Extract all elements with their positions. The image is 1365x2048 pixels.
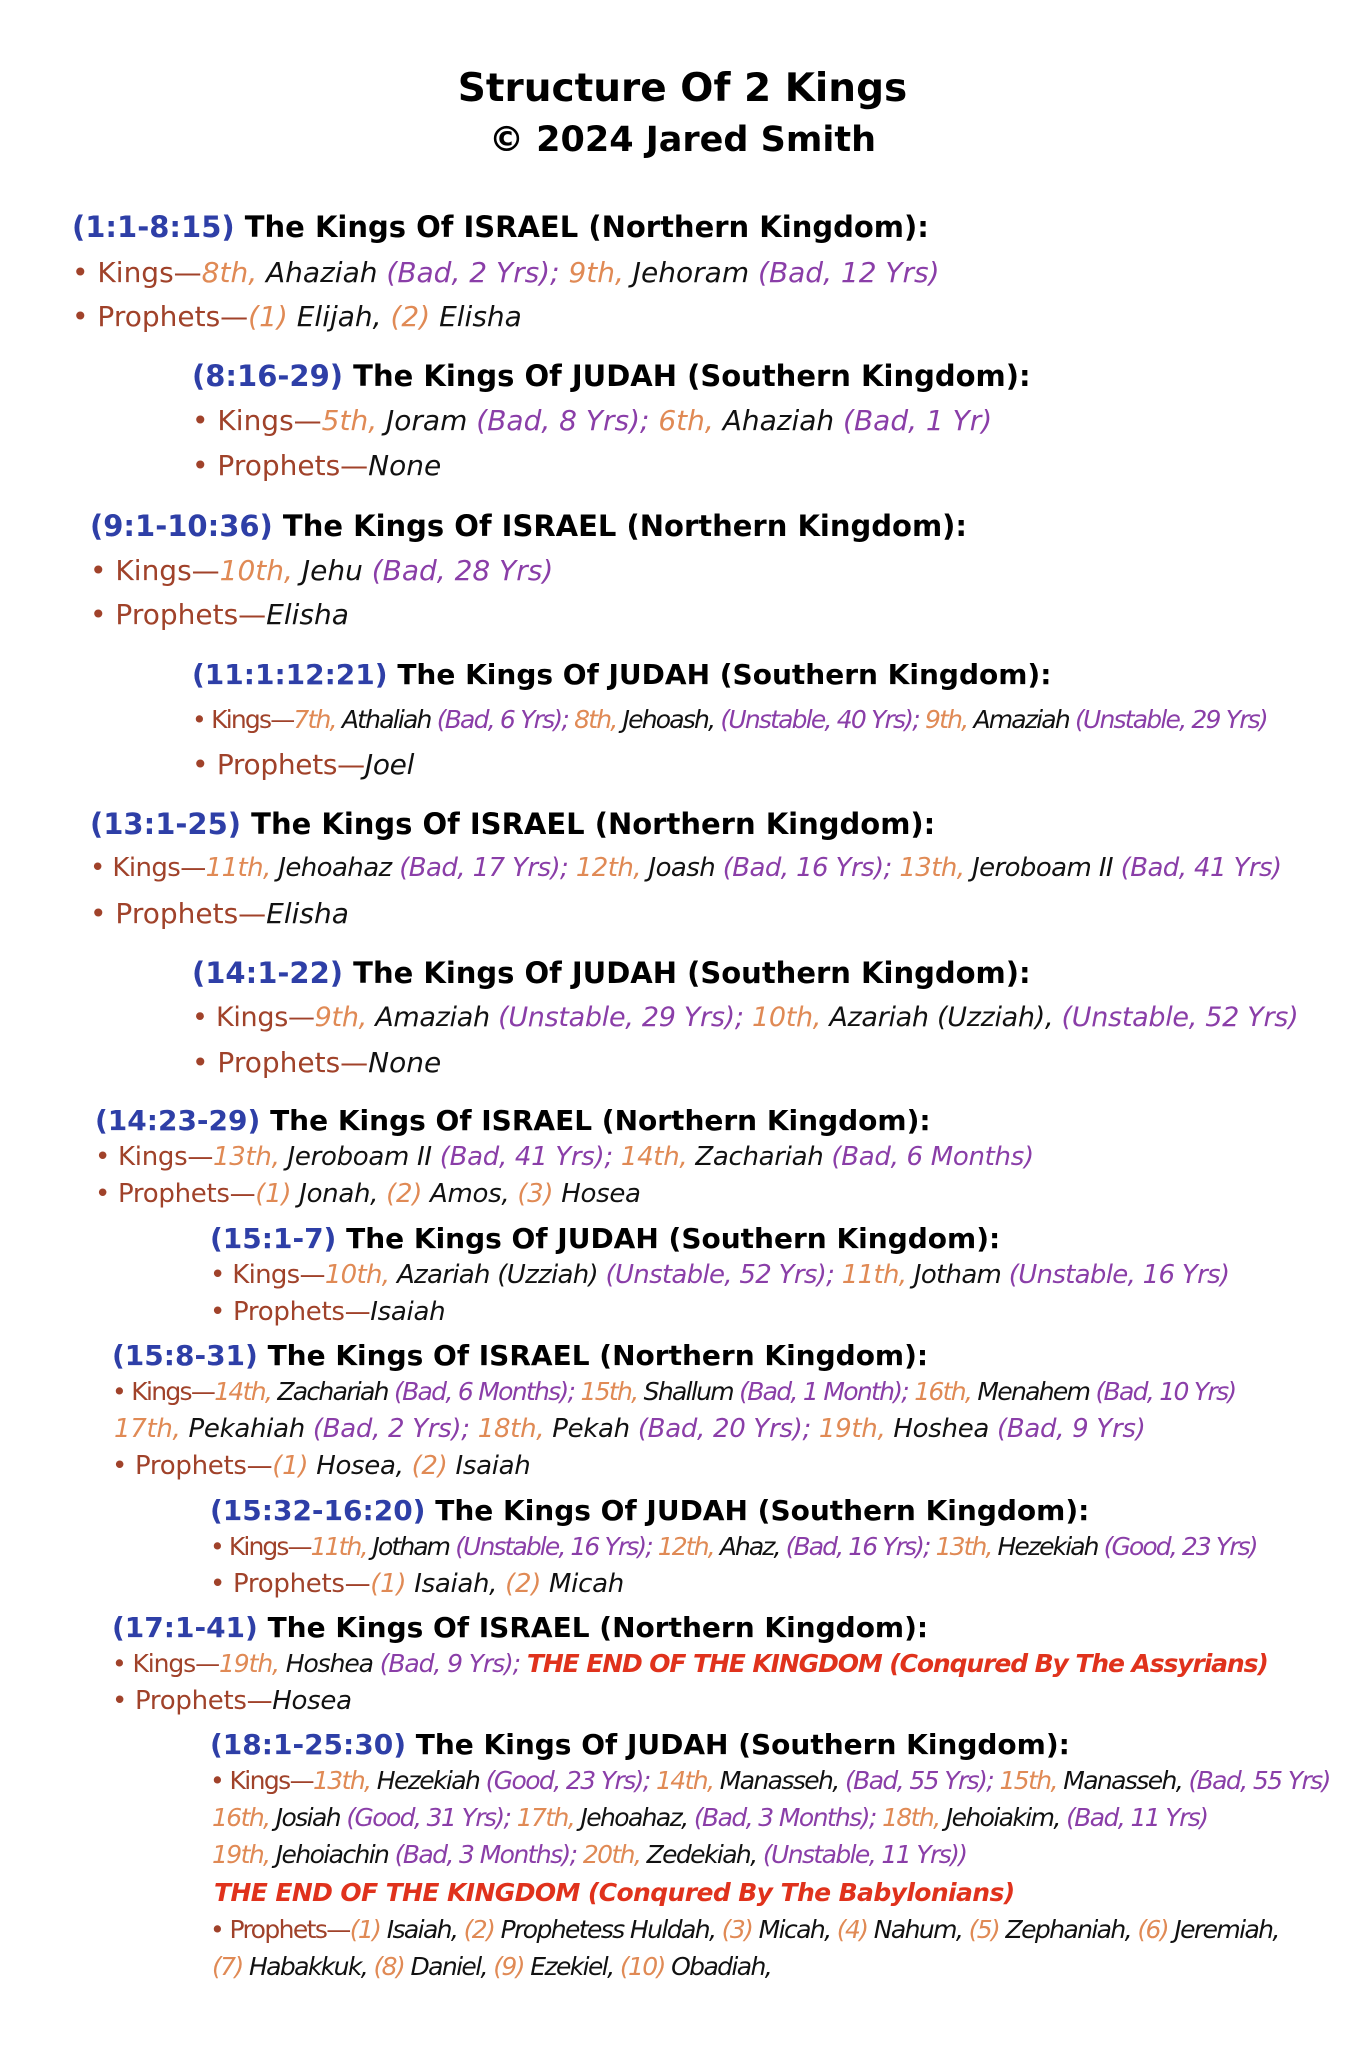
prophet-number: (5) [968, 1915, 1000, 1944]
bullet: • [90, 897, 107, 930]
heading-text: The Kings Of ISRAEL (Northern Kingdom): [251, 807, 936, 841]
prophets-label: Prophets— [135, 1451, 273, 1481]
chapter-ref: (17:1-41) [112, 1611, 258, 1644]
section-heading [210, 1222, 1001, 1255]
bullet: • [90, 554, 107, 587]
kings-label: Kings— [131, 1377, 215, 1406]
king-name: Jehoash, [622, 705, 715, 734]
king-name: Zedekiah, [646, 1840, 757, 1869]
king-name: Jehu [301, 554, 363, 587]
bullet: • [210, 1766, 224, 1795]
prophet-number: (3) [517, 1179, 554, 1209]
bullet: • [95, 1179, 111, 1209]
bullet: • [112, 1451, 128, 1481]
king-name: Azariah (Uzziah) [396, 1260, 598, 1290]
king-name: Athaliah [341, 705, 431, 734]
king-reign: (Good, 23 Yrs); [485, 1766, 650, 1795]
king-ordinal: 10th, [324, 1260, 390, 1290]
prophet-name: None [368, 1046, 442, 1079]
prophet-number: (8) [373, 1952, 405, 1981]
kings-label: Kings— [97, 256, 202, 289]
section-heading [192, 359, 1031, 393]
kings-line [72, 256, 940, 289]
bullet: • [210, 1532, 223, 1561]
king-reign: (Bad, 41 Yrs); [439, 1142, 613, 1172]
king-name: Pekah [552, 1414, 630, 1444]
prophet-name: Amos, [430, 1179, 510, 1209]
king-reign: (Unstable, 29 Yrs) [1075, 705, 1267, 734]
prophet-name: Jeremiah, [1174, 1915, 1279, 1944]
kings-label: Kings— [112, 853, 206, 883]
section-heading [112, 1611, 929, 1644]
king-reign: (Unstable, 29 Yrs); [498, 1002, 744, 1033]
prophet-number: (1) [255, 1179, 292, 1209]
kings-label: Kings— [118, 1142, 214, 1172]
prophets-label: Prophets— [115, 598, 267, 631]
king-reign: (Bad, 6 Yrs); [436, 705, 568, 734]
prophet-number: (6) [1137, 1915, 1168, 1944]
prophets-line [192, 449, 442, 482]
king-ordinal: 15th, [580, 1377, 638, 1406]
king-name: Manasseh, [719, 1766, 839, 1795]
chapter-ref: (14:23-29) [95, 1104, 261, 1137]
kings-label: Kings— [115, 554, 220, 587]
section-israel-4 [95, 1104, 1034, 1209]
king-name: Hoshea [285, 1649, 373, 1678]
king-reign: (Bad, 1 Month); [739, 1377, 909, 1406]
heading-text: The Kings Of JUDAH (Southern Kingdom): [353, 359, 1031, 393]
prophet-name: Micah [549, 1569, 624, 1599]
bullet: • [72, 256, 89, 289]
king-reign: (Bad, 2 Yrs); [386, 256, 560, 289]
king-reign: (Good, 23 Yrs) [1103, 1532, 1257, 1561]
kings-line-continued [212, 1805, 1207, 1830]
copyright-line: © 2024 Jared Smith [489, 120, 876, 160]
prophets-line [192, 748, 415, 781]
bullet: • [90, 853, 105, 883]
king-reign: (Unstable, 52 Yrs); [605, 1260, 835, 1290]
chapter-ref: (13:1-25) [90, 807, 242, 841]
prophets-label: Prophets— [216, 748, 365, 781]
prophet-number: (1) [272, 1451, 309, 1481]
king-ordinal: 12th, [657, 1532, 714, 1561]
prophets-label: Prophets— [233, 1297, 371, 1327]
kings-line-continued-2 [212, 1842, 966, 1867]
prophets-label: Prophets— [233, 1569, 371, 1599]
king-reign: (Bad, 8 Yrs); [476, 404, 650, 437]
king-name: Hoshea [893, 1414, 990, 1444]
prophets-line [112, 1688, 352, 1714]
prophet-name: Daniel, [410, 1952, 487, 1981]
section-israel-1 [72, 210, 940, 333]
king-ordinal: 13th, [313, 1766, 371, 1795]
king-reign: (Bad, 16 Yrs); [722, 853, 892, 883]
prophet-name: Prophetess Huldah, [500, 1915, 716, 1944]
king-name: Hezekiah [376, 1766, 480, 1795]
heading-text: The Kings Of ISRAEL (Northern Kingdom): [270, 1104, 931, 1137]
prophets-line [112, 1453, 530, 1479]
king-name: Pekahiah [188, 1414, 305, 1444]
king-name: Zachariah [277, 1377, 388, 1406]
kingdom-end-note: THE END OF THE KINGDOM (Conqured By The Babylonians) [214, 1878, 1015, 1907]
king-name: Jehoiachin [275, 1840, 389, 1869]
prophet-number: (2) [505, 1569, 542, 1599]
bullet: • [192, 748, 209, 781]
prophets-line [95, 1181, 641, 1207]
chapter-ref: (11:1:12:21) [192, 658, 388, 691]
king-ordinal: 14th, [655, 1766, 714, 1795]
bullet: • [112, 1377, 126, 1406]
prophet-number: (1) [349, 1915, 381, 1944]
king-reign: (Unstable, 40 Yrs); [720, 705, 919, 734]
king-reign: (Bad, 20 Yrs); [637, 1414, 811, 1444]
king-ordinal: 10th, [219, 554, 293, 587]
prophet-name: Obadiah, [671, 1952, 772, 1981]
prophets-line [210, 1299, 445, 1325]
king-reign: (Bad, 9 Yrs) [997, 1414, 1146, 1444]
king-ordinal: 16th, [914, 1377, 972, 1406]
king-ordinal: 13th, [213, 1142, 280, 1172]
chapter-ref: (9:1-10:36) [90, 509, 273, 543]
king-name: Jehoahaz, [580, 1803, 688, 1832]
chapter-ref: (15:1-7) [210, 1222, 337, 1255]
prophet-name: Elijah, [296, 300, 382, 333]
king-ordinal: 17th, [114, 1414, 181, 1444]
page-title: Structure Of 2 Kings [457, 66, 908, 111]
kings-line [210, 1768, 1330, 1793]
king-reign: (Bad, 2 Yrs); [312, 1414, 470, 1444]
king-ordinal: 8th, [201, 256, 258, 289]
section-judah-2 [192, 658, 1267, 781]
bullet: • [210, 1297, 226, 1327]
bullet: • [210, 1569, 226, 1599]
king-ordinal: 9th, [924, 705, 968, 734]
king-ordinal: 14th, [620, 1142, 688, 1172]
king-reign: (Bad, 6 Months); [394, 1377, 575, 1406]
chapter-ref: (14:1-22) [192, 956, 344, 990]
king-ordinal: 9th, [314, 1002, 367, 1033]
prophets-label: Prophets— [135, 1686, 273, 1716]
king-name: Jotham [372, 1532, 450, 1561]
king-ordinal: 14th, [214, 1377, 272, 1406]
prophet-number: (1) [370, 1569, 407, 1599]
section-heading [210, 1728, 1070, 1761]
prophet-number: (7) [212, 1952, 243, 1981]
section-israel-5 [112, 1339, 1236, 1481]
bullet: • [192, 404, 209, 437]
kingdom-end-note: THE END OF THE KINGDOM (Conqured By The Assyrians) [526, 1649, 1268, 1678]
kings-label: Kings— [217, 404, 322, 437]
king-reign: (Bad, 3 Months); [394, 1840, 577, 1869]
bullet: • [210, 1260, 225, 1290]
prophets-line-continued [212, 1954, 771, 1979]
kingdom-end-line [214, 1880, 1015, 1905]
king-name: Jehoram [632, 256, 750, 289]
prophet-name: Hosea [272, 1686, 352, 1716]
prophet-number: (3) [721, 1915, 753, 1944]
kings-line [192, 707, 1267, 732]
heading-text: The Kings Of JUDAH (Southern Kingdom): [415, 1728, 1070, 1761]
heading-text: The Kings Of ISRAEL (Northern Kingdom): [244, 210, 929, 244]
heading-text: The Kings Of JUDAH (Southern Kingdom): [346, 1222, 1001, 1255]
section-judah-4 [210, 1222, 1230, 1327]
prophets-line [90, 598, 349, 631]
king-ordinal: 13th, [899, 853, 965, 883]
king-name: Jeroboam II [287, 1142, 432, 1172]
king-name: Ahaziah [722, 404, 835, 437]
king-name: Ahaz, [719, 1532, 780, 1561]
heading-text: The Kings Of ISRAEL (Northern Kingdom): [267, 1611, 929, 1644]
king-reign: (Bad, 12 Yrs) [758, 256, 940, 289]
prophet-number: (9) [493, 1952, 524, 1981]
king-name: Jehoahaz [278, 853, 392, 883]
prophet-name: None [368, 449, 442, 482]
prophet-name: Habakkuk, [248, 1952, 368, 1981]
king-ordinal: 6th, [658, 404, 714, 437]
section-heading [90, 807, 936, 841]
king-reign: (Bad, 28 Yrs) [371, 554, 554, 587]
heading-text: The Kings Of JUDAH (Southern Kingdom): [397, 658, 1052, 691]
prophet-number: (4) [836, 1915, 868, 1944]
section-judah-3 [192, 956, 1299, 1079]
king-name: Zachariah [695, 1142, 824, 1172]
heading-text: The Kings Of JUDAH (Southern Kingdom): [353, 956, 1031, 990]
kings-line [210, 1534, 1257, 1559]
king-name: Joash [648, 853, 716, 883]
king-reign: (Bad, 6 Months) [831, 1142, 1034, 1172]
kings-line [192, 1004, 1298, 1031]
bullet: • [72, 300, 89, 333]
king-reign: (Unstable, 16 Yrs) [1008, 1260, 1230, 1290]
kings-line [210, 1262, 1229, 1288]
bullet: • [95, 1142, 111, 1172]
prophet-number: (2) [386, 1179, 423, 1209]
king-ordinal: 7th, [293, 705, 336, 734]
chapter-ref: (18:1-25:30) [210, 1728, 406, 1761]
bullet: • [210, 1915, 224, 1944]
prophet-name: Hosea, [316, 1451, 404, 1481]
section-heading [72, 210, 929, 244]
king-ordinal: 15th, [999, 1766, 1057, 1795]
prophets-label: Prophets— [115, 897, 267, 930]
king-name: Amaziah [973, 705, 1069, 734]
kings-line [90, 855, 1281, 881]
kings-line-continued [114, 1416, 1145, 1442]
king-name: Ahaziah [266, 256, 378, 289]
bullet: • [90, 598, 107, 631]
king-reign: (Bad, 17 Yrs); [399, 853, 569, 883]
prophet-name: Elisha [439, 300, 522, 333]
king-ordinal: 10th, [751, 1002, 822, 1033]
prophets-label: Prophets— [229, 1915, 350, 1944]
prophet-number: (2) [390, 300, 431, 333]
king-reign: (Unstable, 16 Yrs); [455, 1532, 652, 1561]
king-name: Manasseh, [1063, 1766, 1183, 1795]
king-reign: (Good, 31 Yrs); [346, 1803, 511, 1832]
prophets-line [192, 1046, 442, 1079]
kings-line [112, 1651, 1268, 1676]
king-name: Joram [386, 404, 468, 437]
bullet: • [112, 1649, 126, 1678]
prophets-label: Prophets— [217, 449, 369, 482]
kings-line [95, 1144, 1034, 1170]
king-name: Jehoiakim, [945, 1803, 1060, 1832]
king-ordinal: 18th, [477, 1414, 545, 1444]
section-heading [95, 1104, 931, 1137]
kings-label: Kings— [132, 1649, 219, 1678]
king-name: Hezekiah [997, 1532, 1098, 1561]
prophets-line [210, 1917, 1279, 1942]
king-name: Jeroboam II [972, 853, 1113, 883]
prophet-name: Micah, [758, 1915, 831, 1944]
prophet-name: Elisha [266, 897, 349, 930]
section-heading [192, 956, 1031, 990]
chapter-ref: (1:1-8:15) [72, 210, 235, 244]
bullet: • [192, 1046, 209, 1079]
section-israel-2 [90, 509, 968, 631]
heading-text: The Kings Of ISRAEL (Northern Kingdom): [267, 1339, 929, 1372]
prophet-name: Nahum, [873, 1915, 963, 1944]
bullet: • [192, 449, 209, 482]
king-reign: (Bad, 11 Yrs) [1066, 1803, 1208, 1832]
king-ordinal: 19th, [212, 1840, 270, 1869]
king-name: Jotham [913, 1260, 1002, 1290]
kings-line [192, 404, 993, 437]
king-ordinal: 8th, [574, 705, 617, 734]
king-ordinal: 5th, [321, 404, 378, 437]
prophet-number: (1) [248, 300, 288, 333]
prophets-label: Prophets— [97, 300, 249, 333]
prophet-number: (2) [463, 1915, 495, 1944]
chapter-ref: (15:8-31) [112, 1339, 258, 1372]
prophet-name: Isaiah [455, 1451, 531, 1481]
kings-label: Kings— [211, 705, 294, 734]
prophet-name: Zephaniah, [1005, 1915, 1131, 1944]
king-ordinal: 16th, [212, 1803, 270, 1832]
king-reign: (Bad, 1 Yr) [843, 404, 993, 437]
prophet-name: Elisha [266, 598, 349, 631]
heading-text: The Kings Of ISRAEL (Northern Kingdom): [282, 509, 968, 543]
kings-label: Kings— [229, 1766, 313, 1795]
section-judah-5 [210, 1494, 1257, 1599]
king-reign: (Bad, 3 Months); [693, 1803, 876, 1832]
prophets-line [210, 1571, 624, 1597]
chapter-ref: (8:16-29) [192, 359, 344, 393]
king-reign: (Bad, 9 Yrs); [379, 1649, 520, 1678]
kings-label: Kings— [215, 1002, 315, 1033]
king-ordinal: 20th, [582, 1840, 641, 1869]
king-name: Josiah [275, 1803, 340, 1832]
section-israel-3 [90, 807, 1282, 930]
kings-line [90, 554, 554, 587]
section-judah-6 [210, 1728, 1330, 1981]
king-reign: (Bad, 55 Yrs) [1188, 1766, 1330, 1795]
king-reign: (Bad, 55 Yrs); [844, 1766, 994, 1795]
king-ordinal: 11th, [841, 1260, 907, 1290]
prophet-name: Hosea [561, 1179, 641, 1209]
king-ordinal: 12th, [575, 853, 641, 883]
king-ordinal: 18th, [882, 1803, 940, 1832]
king-reign: (Unstable, 11 Yrs)) [762, 1840, 967, 1869]
king-name: Amaziah [375, 1002, 490, 1033]
kings-label: Kings— [232, 1260, 325, 1290]
chapter-ref: (15:32-16:20) [210, 1494, 426, 1527]
kings-line [112, 1379, 1235, 1404]
kings-label: Kings— [228, 1532, 311, 1561]
prophets-line [90, 897, 349, 930]
prophet-number: (2) [411, 1451, 448, 1481]
king-ordinal: 13th, [935, 1532, 992, 1561]
king-ordinal: 19th, [818, 1414, 886, 1444]
prophet-name: Ezekiel, [530, 1952, 614, 1981]
prophets-line [72, 300, 522, 333]
section-heading [192, 658, 1052, 691]
king-ordinal: 19th, [219, 1649, 279, 1678]
heading-text: The Kings Of JUDAH (Southern Kingdom): [435, 1494, 1090, 1527]
king-ordinal: 17th, [516, 1803, 575, 1832]
prophet-name: Isaiah [370, 1297, 446, 1327]
prophet-name: Jonah, [299, 1179, 379, 1209]
prophet-number: (10) [619, 1952, 665, 1981]
prophet-name: Isaiah, [386, 1915, 458, 1944]
prophets-label: Prophets— [217, 1046, 369, 1079]
section-heading [90, 509, 968, 543]
section-heading [210, 1494, 1090, 1527]
king-reign: (Bad, 41 Yrs) [1120, 853, 1282, 883]
section-judah-1 [192, 359, 1031, 482]
king-reign: (Bad, 16 Yrs); [785, 1532, 930, 1561]
prophets-label: Prophets— [118, 1179, 256, 1209]
section-heading [112, 1339, 929, 1372]
king-reign: (Unstable, 52 Yrs) [1061, 1002, 1299, 1033]
bullet: • [112, 1686, 128, 1716]
prophet-name: Isaiah, [414, 1569, 498, 1599]
prophet-name: Joel [364, 748, 415, 781]
king-name: Azariah (Uzziah), [829, 1002, 1054, 1033]
bullet: • [192, 1002, 208, 1033]
king-ordinal: 9th, [568, 256, 624, 289]
king-ordinal: 11th, [310, 1532, 367, 1561]
section-israel-6 [112, 1611, 1268, 1716]
king-reign: (Bad, 10 Yrs) [1095, 1377, 1236, 1406]
king-name: Menahem [977, 1377, 1090, 1406]
king-name: Shallum [643, 1377, 733, 1406]
king-ordinal: 11th, [205, 853, 271, 883]
bullet: • [192, 705, 205, 734]
